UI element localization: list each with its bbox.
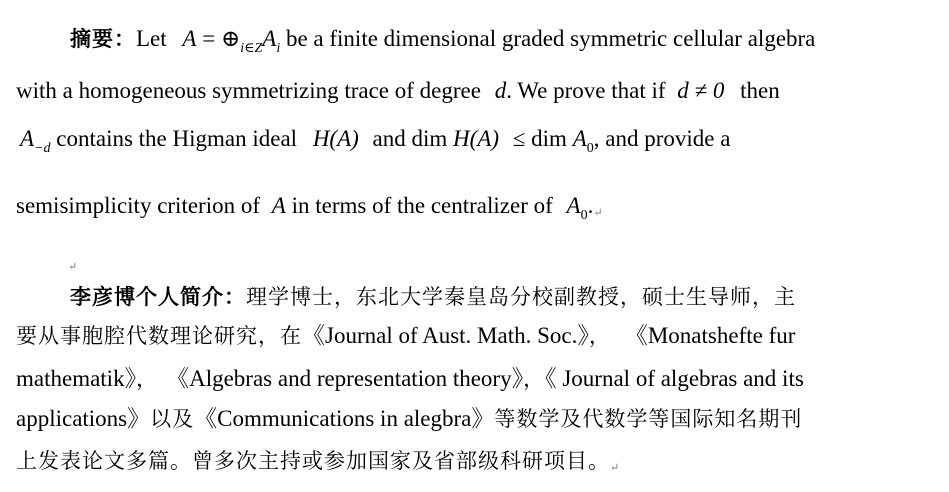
bio-text: 理学博士，东北大学秦皇岛分校副教授，硕士生导师，主 (246, 285, 796, 309)
math-symbol: = ⊕ (196, 26, 241, 51)
bio-line-4 (16, 405, 802, 433)
bio-line-1 (70, 283, 796, 311)
journal-name: 《Communications in alegbra》 (194, 406, 495, 431)
abstract-label: 摘要： (70, 27, 136, 51)
bio-label: 李彦博个人简介： (70, 285, 246, 309)
abstract-text: , and provide a (593, 126, 731, 151)
journal-name: 《 Journal of algebras and its (545, 366, 804, 391)
math-symbol: H(A) (312, 126, 359, 151)
bio-text: 上发表论文多篇。曾多次主持或参加国家及省部级科研项目。 (16, 449, 610, 473)
bio-text: 以及 (150, 407, 195, 431)
math-symbol: A (572, 126, 587, 151)
math-subscript: 0 (580, 208, 588, 223)
bio-text: ， (136, 367, 159, 391)
bio-text: ， (523, 367, 546, 391)
bio-text: 要从事胞腔代数理论研究，在 (16, 324, 302, 348)
abstract-text: then (740, 78, 780, 103)
abstract-line-1 (70, 25, 815, 57)
abstract-text: . (587, 193, 594, 218)
bio-text: 等数学及代数学等国际知名期刊 (494, 407, 803, 431)
bio-line-3 (16, 365, 804, 393)
abstract-line-4 (16, 192, 603, 224)
math-symbol: A (182, 26, 197, 51)
abstract-text: ≤ dim (512, 126, 567, 151)
math-symbol: A (271, 193, 286, 218)
math-subscript: i∈Z (240, 41, 263, 56)
abstract-text: semisimplicity criterion of (16, 193, 261, 218)
math-symbol: d (494, 78, 507, 103)
math-symbol: A (566, 193, 581, 218)
abstract-text: be a finite dimensional graded symmetric cellular algebra (285, 26, 816, 51)
abstract-line-3 (20, 125, 730, 157)
abstract-text: with a homogeneous symmetrizing trace of degree (16, 78, 481, 103)
math-subscript: −d (34, 141, 51, 156)
math-subscript: 0 (586, 141, 594, 156)
bio-line-5 (16, 447, 619, 479)
math-symbol: H(A) (453, 126, 500, 151)
math-symbol: d ≠ 0 (677, 78, 725, 103)
journal-name: mathematik》 (16, 366, 137, 391)
math-symbol: A (262, 26, 277, 51)
abstract-text: contains the Higman ideal (56, 126, 298, 151)
abstract-text: . We prove that if (506, 78, 666, 103)
bio-line-2 (16, 322, 795, 350)
return-mark-icon: ↵ (68, 261, 78, 273)
journal-name: 《Journal of Aust. Math. Soc.》 (302, 323, 589, 348)
journal-name: 《Monatshefte fur (624, 323, 796, 348)
journal-name: applications》 (16, 406, 151, 431)
return-mark-icon: ↵ (610, 462, 620, 474)
math-subscript: i (276, 41, 281, 56)
abstract-line-2 (16, 77, 780, 105)
bio-text: ， (588, 324, 611, 348)
return-mark-icon: ↵ (593, 207, 603, 219)
math-symbol: A (20, 126, 35, 151)
empty-paragraph (68, 246, 77, 278)
abstract-text: Let (136, 26, 167, 51)
abstract-text: and dim (372, 126, 448, 151)
abstract-text: in terms of the centralizer of (291, 193, 553, 218)
journal-name: 《Algebras and representation theory》 (166, 366, 524, 391)
